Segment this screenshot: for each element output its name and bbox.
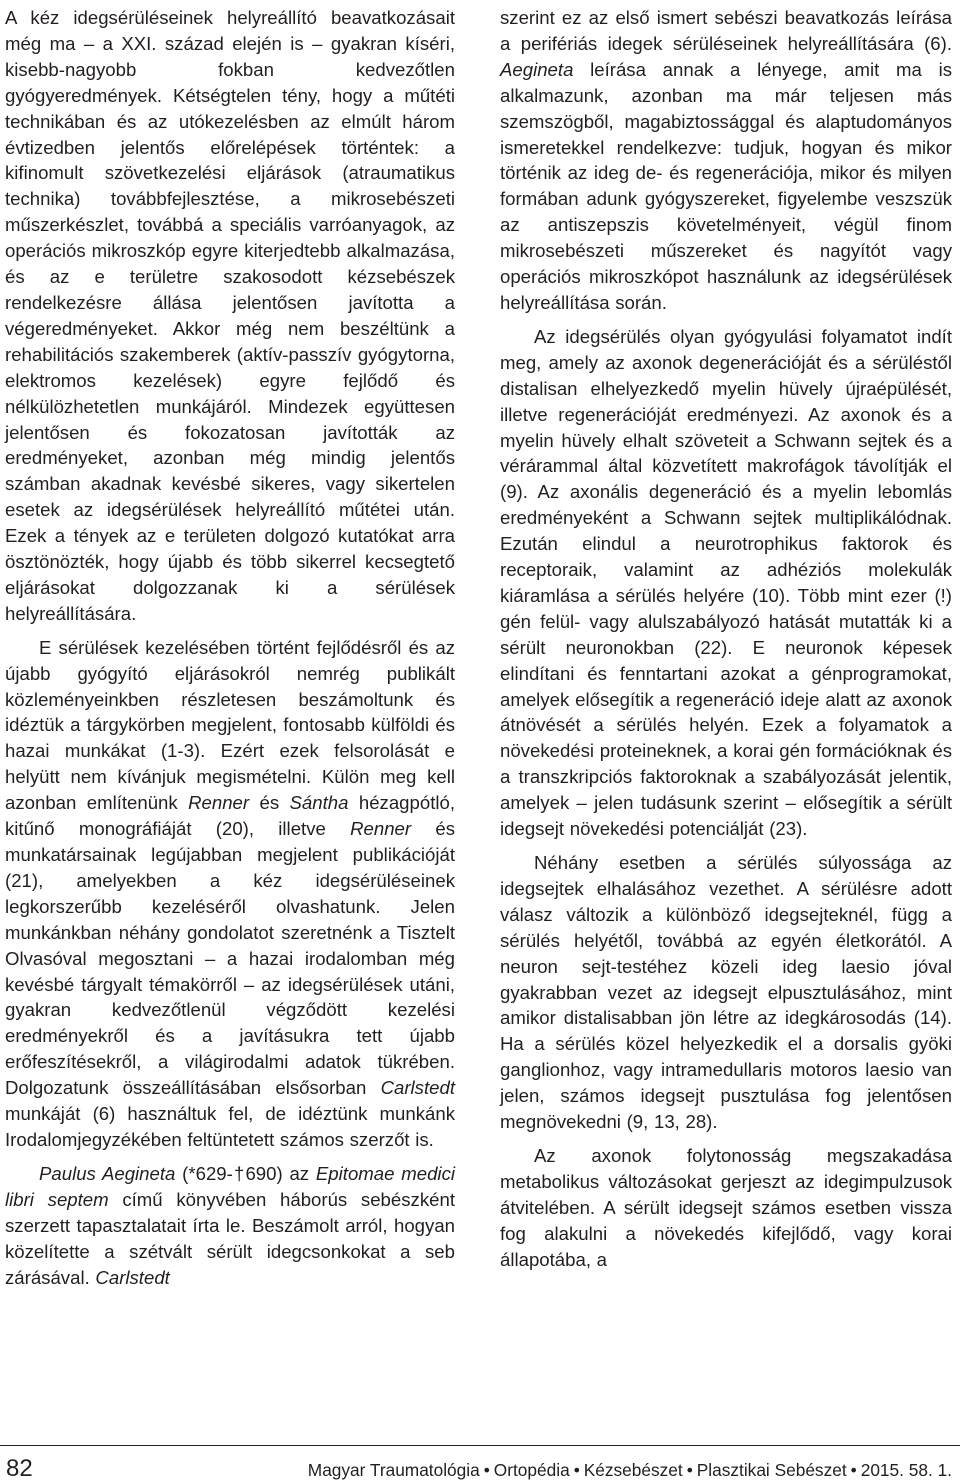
- footer-divider: [0, 1445, 960, 1446]
- author-name: Sántha: [289, 792, 349, 814]
- page-number: 82: [6, 1455, 33, 1482]
- journal-section: Kézsebészet: [583, 1460, 683, 1480]
- bullet-separator: •: [573, 1460, 580, 1480]
- text-run: Az axonok folytonosság megszakadása metabolikus változásokat gerjeszt az idegimpulzusok átvitelében. A sérült idegsejt számos esetben vissza fog alakulni a növekedés kifejlődő, vagy korai állapotába, a: [500, 1144, 952, 1270]
- paragraph-metabolic: [500, 1143, 952, 1273]
- journal-name: Magyar Traumatológia: [307, 1460, 480, 1480]
- text-run: munkáját (6) használtuk fel, de idéztünk munkánk Irodalomjegyzékében feltüntetett számos szerzőt is.: [5, 1103, 455, 1150]
- bullet-separator: •: [850, 1460, 857, 1480]
- paragraph-intro: [5, 5, 455, 627]
- author-name: Renner: [350, 818, 412, 840]
- text-run: Az idegsérülés olyan gyógyulási folyamatot indít meg, amely az axonok degenerációját és a sérüléstől distalisan elhelyezkedő myelin hüvely újraépülését, illetve regenerációját eredményezi. Az axonok és a myelin hüvely elhalt szöveteit a Schwann sejtek és a vérárammal által közvetített makrofágok távolítják el (9). Az axonális degeneráció és a myelin lebomlás eredményeként a Schwann sejtek multiplikálódnak. Ezután elindul a neurotrophikus faktorok és receptoraik, valamint az adhéziós molekulák kiáramlása a sérülés helyére (10). Több mint ezer (!) gén felül- vagy alulszabályozó hatását mutatták ki a sérült neuronokban (22). E neuronok képesek elindítani és fenntartani azokat a génprogramokat, amelyek elősegítik a regeneráció ideje alatt az axonok átnövését a sérülés helyén. Ezek a folyamatok a növekedési proteineknek, a korai gén formációknak és a transzkripciós faktoroknak a szabályozását jelentik, amelyek – jelen tudásunk szerint – elősegítik a sérült idegsejt növekedési potenciálját (23).: [500, 325, 952, 840]
- paragraph-literature: [5, 635, 455, 1153]
- left-column: [5, 5, 455, 1298]
- author-name: Renner: [188, 792, 250, 814]
- journal-section: Ortopédia: [493, 1460, 570, 1480]
- paragraph-cell-death: [500, 850, 952, 1135]
- paragraph-regeneration: [500, 324, 952, 842]
- author-name: Aegineta: [500, 58, 574, 80]
- text-run: szerint ez az első ismert sebészi beavatkozás leírása a perifériás idegek sérüléseinek helyreállítására (6).: [500, 7, 952, 54]
- text-run: című könyvében háborús sebészként szerzett tapasztalatait írta le. Beszámolt arról, hogyan közelítette a szétvált sérült idegcsonkokat a seb zárásával.: [5, 1188, 455, 1288]
- text-run: és munkatársainak legújabban megjelent publikációját (21), amelyekben a kéz idegsérüléseinek legkorszerűbb kezeléséről olvashatunk. Jelen munkánkban néhány gondolatot szeretnénk a Tisztelt Olvasóval megosztani – a hazai irodalomban még kevésbé tárgyalt témakörről – az idegsérülések utáni, gyakran kedvezőtlenül végződött kezelési eredményekről és a javításukra tett újabb erőfeszítésekről, a világirodalmi adatok tükrében. Dolgozatunk összeállításában elsősorban: [5, 818, 455, 1099]
- journal-citation: [308, 1459, 952, 1481]
- journal-volume: 2015. 58. 1.: [860, 1460, 952, 1480]
- text-run: hézagpótló, kitűnő monográfiáját (20), illetve: [5, 792, 456, 840]
- text-run: leírása annak a lényege, amit ma is alkalmazunk, azonban ma már teljesen más szemszögből, magabiztossággal és alaptudományos ismeretekkel rendelkezve: tudjuk, hogyan és mikor történik az ideg de- és regenerációja, mikor és milyen formában adunk gyógyszereket, figyelembe veszszük az antiszepszis követelményeit, végül finom mikrosebészeti műszereket és nagyítót vagy operációs mikroszkópot használunk az idegsérülések helyreállítása során.: [500, 58, 952, 313]
- paragraph-continuation: [500, 5, 952, 316]
- right-column: [500, 5, 952, 1281]
- journal-section: Plasztikai Sebészet: [696, 1460, 847, 1480]
- text-run: és: [249, 792, 290, 814]
- bullet-separator: •: [686, 1460, 693, 1480]
- book-title: Epitomae medici libri septem: [5, 1162, 455, 1210]
- author-name: Carlstedt: [95, 1266, 170, 1288]
- text-run: Néhány esetben a sérülés súlyossága az idegsejtek elhalásához vezethet. A sérülésre adott válasz változik a különböző idegsejteknél, függ a sérülés helyétől, továbbá az egyén életkorától. A neuron sejt-testéhez közeli ideg laesio jóval gyakrabban vezet az idegsejt elpusztulásához, mint amikor distalisabban jön létre az idegkárosodás (14). Ha a sérülés közel helyezkedik el a dorsalis gyöki ganglionhoz, vagy intramedullaris motoros laesio van jelen, számos idegsejt pusztulása fog jelentősen megnövekedni (9, 13, 28).: [500, 852, 952, 1133]
- author-name: Carlstedt: [380, 1077, 455, 1099]
- paragraph-history: [5, 1161, 455, 1291]
- bullet-separator: •: [483, 1460, 490, 1480]
- author-name: Paulus Aegineta: [39, 1162, 176, 1184]
- text-run: A kéz idegsérüléseinek helyreállító beavatkozásait még ma – a XXI. század elején is – gyakran kíséri, kisebb-nagyobb fokban kedvezőtlen gyógyeredmények. Kétségtelen tény, hogy a műtéti technikában és az utókezelésben az elmúlt három évtizedben jelentős előrelépések történtek: a kifinomult szövetkezelési eljárások (atraumatikus technika) továbbfejlesztése, a mikrosebészeti műszerkészlet, továbbá a speciális varróanyagok, az operációs mikroszkóp egyre kiterjedtebb alkalmazása, és az e területre szakosodott kézsebészek rendelkezésre állása jelentősen javította a végeredményeket. Akkor még nem beszéltünk a rehabilitációs szakemberek (aktív-passzív gyógytorna, elektromos kezelések) egyre fejlődő és nélkülözhetetlen munkájáról. Mindezek együttesen jelentősen és fokozatosan javították az eredményeket, azonban még mindig jelentős számban akadnak kevésbé sikeres, vagy sikertelen esetek az idegsérülések helyreállító műtétei után. Ezek a tények az e területen dolgozó kutatókat arra ösztönözték, hogy újabb és több sikerrel kecsegtető eljárásokat dolgozzanak ki a sérülések helyreállítására.: [5, 7, 455, 624]
- text-run: (*629-†690) az: [175, 1162, 316, 1184]
- text-run: E sérülések kezelésében történt fejlődésről és az újabb gyógyító eljárásokról nemrég publikált közleményeinkben részletesen beszámoltunk és idéztük a tárgykörben megjelent, fontosabb külföldi és hazai munkákat (1-3). Ezért ezek felsorolását e helyütt nem kívánjuk megismételni. Külön meg kell azonban említenünk: [5, 636, 455, 814]
